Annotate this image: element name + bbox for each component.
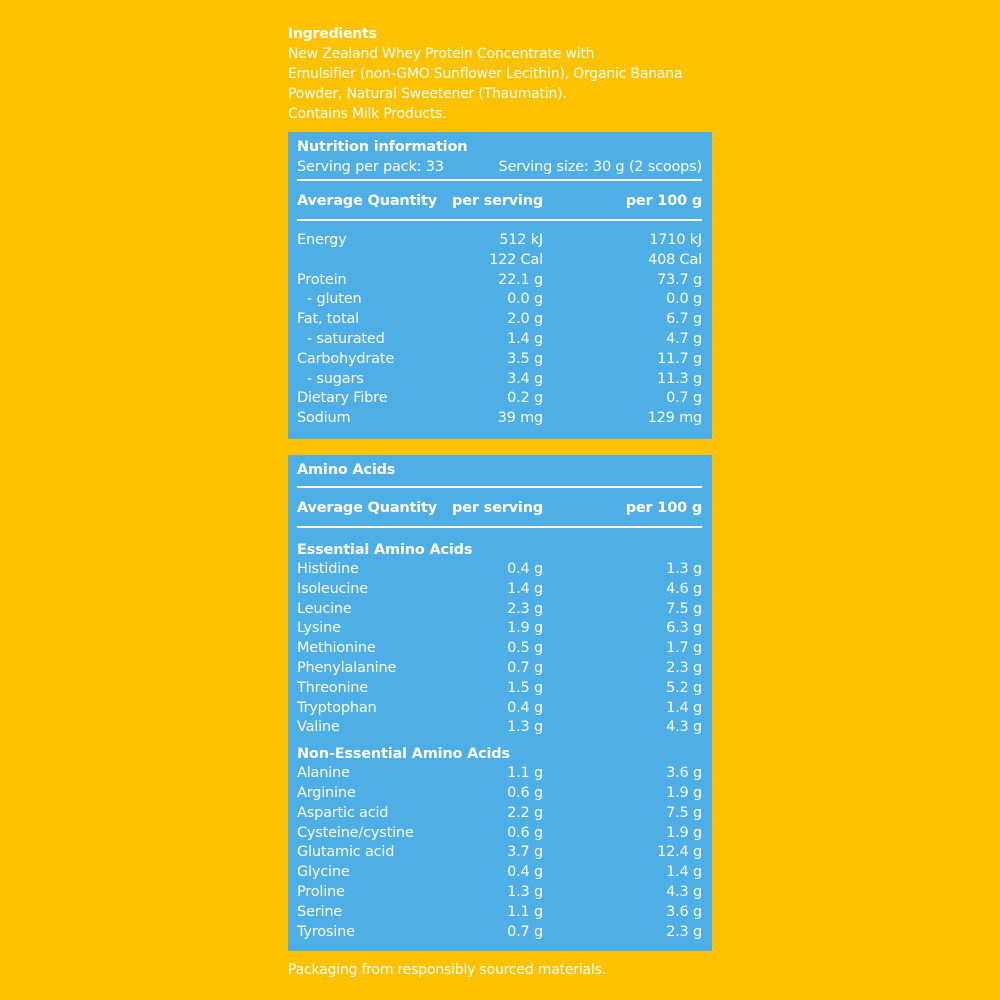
row-per-100g: 4.3 g xyxy=(666,719,702,736)
row-per-serving: 3.7 g xyxy=(507,844,543,861)
table-row xyxy=(297,639,702,659)
row-per-serving: 22.1 g xyxy=(498,271,543,288)
row-label: Energy xyxy=(297,232,347,248)
table-row xyxy=(297,883,702,903)
header-per-serving: per serving xyxy=(452,500,543,516)
row-per-100g: 1.3 g xyxy=(666,561,702,577)
table-row xyxy=(297,310,702,330)
table-row xyxy=(297,251,702,271)
amino-acids-panel xyxy=(288,455,712,951)
row-label xyxy=(297,251,447,271)
row-per-100g: 7.5 g xyxy=(666,804,702,821)
header-per-100g: per 100 g xyxy=(625,193,702,209)
row-label: Cysteine/cystine xyxy=(297,824,414,841)
table-row xyxy=(297,764,702,784)
row-label: - sugars xyxy=(307,370,364,387)
table-row xyxy=(297,560,702,580)
nonessential-amino-rows xyxy=(297,764,702,942)
row-per-serving: 0.7 g xyxy=(507,659,543,676)
row-label: Isoleucine xyxy=(297,580,368,597)
row-per-100g: 5.2 g xyxy=(666,679,702,696)
table-row xyxy=(297,271,702,291)
row-per-serving: 1.3 g xyxy=(507,883,543,900)
row-label: Proline xyxy=(297,883,345,900)
table-row xyxy=(297,824,702,844)
row-per-100g: 1.4 g xyxy=(666,864,702,881)
row-per-100g: 129 mg xyxy=(647,410,702,427)
row-per-100g: 4.3 g xyxy=(666,883,702,900)
essential-amino-rows xyxy=(297,560,702,738)
row-label: Dietary Fibre xyxy=(297,390,388,407)
table-row xyxy=(297,580,702,600)
ingredients-line: Contains Milk Products. xyxy=(288,106,447,122)
row-per-100g: 1710 kJ xyxy=(649,232,702,248)
row-per-100g: 4.6 g xyxy=(666,580,702,597)
row-per-100g: 1.9 g xyxy=(666,824,702,841)
table-row xyxy=(297,370,702,390)
row-per-serving: 1.1 g xyxy=(507,903,543,920)
table-row xyxy=(297,350,702,370)
table-row xyxy=(297,619,702,639)
row-per-100g: 4.7 g xyxy=(666,330,702,347)
table-row xyxy=(297,231,702,251)
header-average-quantity: Average Quantity xyxy=(297,500,438,516)
table-row xyxy=(297,718,702,738)
row-label: Protein xyxy=(297,271,347,288)
row-label: Serine xyxy=(297,903,343,920)
row-per-serving: 1.4 g xyxy=(507,580,543,597)
table-row xyxy=(297,290,702,310)
row-per-100g: 1.4 g xyxy=(666,699,702,716)
row-label: Methionine xyxy=(297,640,376,657)
row-per-100g: 408 Cal xyxy=(648,251,702,268)
row-label: Sodium xyxy=(297,410,351,427)
serving-size: Serving size: 30 g (2 scoops) xyxy=(498,159,702,175)
row-per-serving: 3.4 g xyxy=(507,370,543,387)
row-per-serving: 3.5 g xyxy=(507,350,543,367)
row-label: Leucine xyxy=(297,600,352,617)
ingredients-line: Emulsifier (non-GMO Sunflower Lecithin), Organic Banana xyxy=(288,66,683,82)
table-row xyxy=(297,784,702,804)
row-per-100g: 0.0 g xyxy=(666,291,702,308)
table-row xyxy=(297,330,702,350)
row-label: Glutamic acid xyxy=(297,844,395,861)
row-per-serving: 1.4 g xyxy=(507,330,543,347)
row-per-serving: 0.6 g xyxy=(507,824,543,841)
row-label: - saturated xyxy=(307,330,385,347)
ingredients-heading: Ingredients xyxy=(288,26,377,42)
row-label: Fat, total xyxy=(297,311,359,328)
row-per-serving: 0.6 g xyxy=(507,784,543,801)
table-row xyxy=(297,863,702,883)
nutrition-title: Nutrition information xyxy=(297,139,468,155)
row-label: Alanine xyxy=(297,765,350,782)
row-label: Aspartic acid xyxy=(297,804,389,821)
row-per-serving: 0.5 g xyxy=(507,640,543,657)
table-row xyxy=(297,409,702,429)
ingredients-block xyxy=(288,24,728,124)
row-per-100g: 12.4 g xyxy=(657,844,702,861)
row-per-100g: 2.3 g xyxy=(666,659,702,676)
row-label: - gluten xyxy=(307,291,362,308)
ingredients-line: New Zealand Whey Protein Concentrate with xyxy=(288,46,595,62)
row-label: Carbohydrate xyxy=(297,350,395,367)
row-per-100g: 0.7 g xyxy=(666,390,702,407)
row-label: Threonine xyxy=(297,679,369,696)
row-per-100g: 73.7 g xyxy=(657,271,702,288)
row-per-100g: 2.3 g xyxy=(666,923,702,940)
table-row xyxy=(297,903,702,923)
row-per-serving: 0.7 g xyxy=(507,923,543,940)
header-per-serving: per serving xyxy=(452,193,543,209)
amino-table-header xyxy=(297,496,702,528)
row-per-serving: 2.0 g xyxy=(507,311,543,328)
nutrition-table-header xyxy=(297,189,702,221)
row-label: Arginine xyxy=(297,784,356,801)
row-per-100g: 1.7 g xyxy=(666,640,702,657)
table-row xyxy=(297,699,702,719)
row-per-100g: 3.6 g xyxy=(666,903,702,920)
header-per-100g: per 100 g xyxy=(625,500,702,516)
row-label: Glycine xyxy=(297,864,350,881)
table-row xyxy=(297,600,702,620)
row-label: Tyrosine xyxy=(297,923,355,940)
row-per-serving: 0.4 g xyxy=(507,699,543,716)
essential-amino-title: Essential Amino Acids xyxy=(297,542,473,558)
amino-title: Amino Acids xyxy=(297,460,702,488)
row-per-serving: 0.0 g xyxy=(507,291,543,308)
serving-info xyxy=(297,157,702,181)
row-label: Tryptophan xyxy=(297,699,377,716)
footer-note: Packaging from responsibly sourced materials. xyxy=(288,962,606,978)
row-per-serving: 2.3 g xyxy=(507,600,543,617)
nonessential-amino-title: Non-Essential Amino Acids xyxy=(297,746,510,763)
row-per-serving: 512 kJ xyxy=(499,232,543,248)
nutrition-panel xyxy=(288,132,712,439)
table-row xyxy=(297,923,702,943)
row-per-serving: 1.3 g xyxy=(507,719,543,736)
row-per-serving: 1.5 g xyxy=(507,679,543,696)
table-row xyxy=(297,389,702,409)
row-per-serving: 2.2 g xyxy=(507,804,543,821)
table-row xyxy=(297,679,702,699)
row-per-serving: 0.4 g xyxy=(507,561,543,577)
row-per-serving: 1.1 g xyxy=(507,765,543,782)
row-per-serving: 39 mg xyxy=(497,410,543,427)
header-average-quantity: Average Quantity xyxy=(297,193,438,209)
row-per-serving: 0.4 g xyxy=(507,864,543,881)
row-label: Histidine xyxy=(297,561,359,577)
row-per-100g: 6.3 g xyxy=(666,620,702,637)
row-per-serving: 0.2 g xyxy=(507,390,543,407)
row-per-100g: 1.9 g xyxy=(666,784,702,801)
row-per-100g: 6.7 g xyxy=(666,311,702,328)
row-per-100g: 3.6 g xyxy=(666,765,702,782)
table-row xyxy=(297,659,702,679)
row-per-100g: 7.5 g xyxy=(666,600,702,617)
row-per-serving: 122 Cal xyxy=(489,251,543,268)
table-row xyxy=(297,843,702,863)
nutrition-rows xyxy=(297,231,702,429)
row-per-100g: 11.3 g xyxy=(657,370,702,387)
table-row xyxy=(297,804,702,824)
ingredients-line: Powder, Natural Sweetener (Thaumatin). xyxy=(288,86,567,102)
serving-per-pack: Serving per pack: 33 xyxy=(297,159,444,175)
row-label: Phenylalanine xyxy=(297,659,397,676)
row-label: Valine xyxy=(297,719,340,736)
row-label: Lysine xyxy=(297,620,341,637)
row-per-100g: 11.7 g xyxy=(657,350,702,367)
row-per-serving: 1.9 g xyxy=(507,620,543,637)
